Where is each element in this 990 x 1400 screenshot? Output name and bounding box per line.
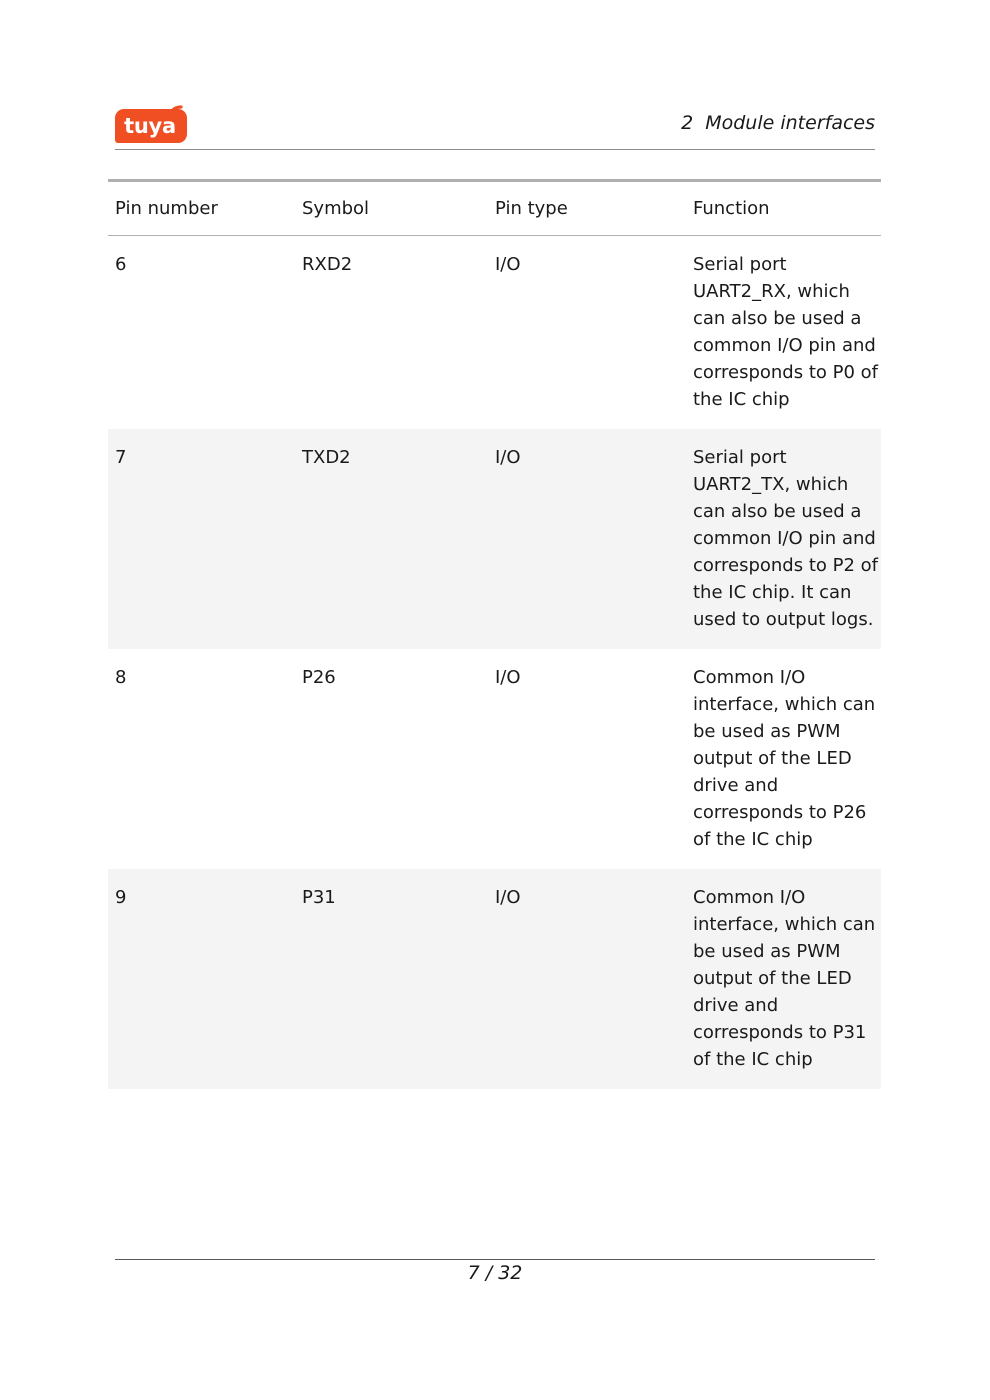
cell-symbol: P31 <box>302 887 336 908</box>
pin-definition-table <box>108 179 881 1089</box>
table-row <box>108 429 881 649</box>
cell-function-text: Serial port UART2_RX, which can also be used a common I/O pin and corresponds to P0 of the IC chip <box>693 254 878 410</box>
column-header-pin-number: Pin number <box>115 198 218 219</box>
table-header <box>108 181 881 236</box>
cell-pin-number: 6 <box>115 254 127 275</box>
logo-wordmark: tuya <box>124 113 176 138</box>
cell-pin-number: 7 <box>115 447 127 468</box>
cell-function <box>691 429 881 649</box>
table-body <box>108 236 881 1090</box>
page-number: 7 / 32 <box>467 1262 523 1284</box>
cell-pin-type: I/O <box>495 667 521 688</box>
cell-function-text: Serial port UART2_TX, which can also be used a common I/O pin and corresponds to P2 of the IC chip. It can used to output logs. <box>693 447 878 630</box>
table-row <box>108 236 881 430</box>
column-header-pin-type: Pin type <box>495 198 568 219</box>
table-row <box>108 869 881 1089</box>
cell-pin-number: 8 <box>115 667 127 688</box>
cell-pin-type: I/O <box>495 254 521 275</box>
header-divider <box>115 149 875 150</box>
section-title: 2 Module interfaces <box>681 111 875 134</box>
column-header-function: Function <box>693 198 770 219</box>
cell-function-text: Common I/O interface, which can be used as PWM output of the LED drive and corresponds to P26 of the IC chip <box>693 667 876 850</box>
page-header <box>115 95 875 150</box>
cell-symbol: P26 <box>302 667 336 688</box>
cell-symbol: RXD2 <box>302 254 353 275</box>
cell-function-text: Common I/O interface, which can be used as PWM output of the LED drive and corresponds to P31 of the IC chip <box>693 887 876 1070</box>
column-header-symbol: Symbol <box>302 198 370 219</box>
cell-function <box>691 649 881 869</box>
cell-pin-type: I/O <box>495 447 521 468</box>
cell-pin-number: 9 <box>115 887 127 908</box>
cell-symbol: TXD2 <box>302 447 351 468</box>
footer-divider <box>115 1259 875 1260</box>
table-header-row <box>108 181 881 236</box>
table-row <box>108 649 881 869</box>
cell-function <box>691 869 881 1089</box>
cell-function <box>691 236 881 430</box>
cell-pin-type: I/O <box>495 887 521 908</box>
tuya-logo <box>115 103 191 143</box>
wifi-signal-icon <box>165 103 187 121</box>
